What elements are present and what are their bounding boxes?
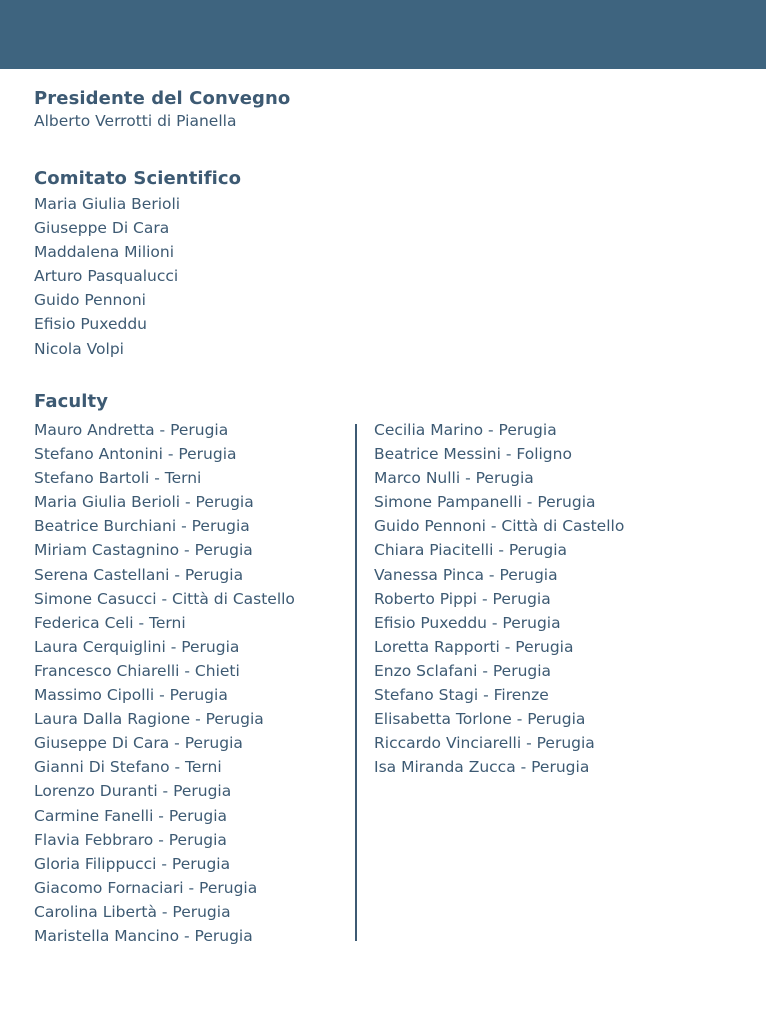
faculty-member: Carolina Libertà - Perugia — [34, 902, 231, 921]
comitato-section — [34, 168, 241, 361]
faculty-member: Mauro Andretta - Perugia — [34, 421, 229, 439]
faculty-member: Stefano Bartoli - Terni — [34, 469, 202, 488]
faculty-member: Federica Celi - Terni — [34, 613, 186, 632]
president-name: Alberto Verrotti di Pianella — [34, 112, 237, 130]
faculty-member: Miriam Castagnino - Perugia — [34, 541, 253, 560]
comitato-heading: Comitato Scientifico — [34, 168, 242, 189]
faculty-member: Stefano Antonini - Perugia — [34, 445, 237, 464]
faculty-member: Laura Cerquiglini - Perugia — [34, 637, 240, 656]
faculty-member: Guido Pennoni - Città di Castello — [374, 517, 625, 536]
comitato-member: Nicola Volpi — [34, 339, 124, 358]
faculty-section — [34, 391, 108, 419]
faculty-member: Marco Nulli - Perugia — [374, 469, 534, 488]
column-divider — [355, 424, 357, 941]
president-heading: Presidente del Convegno — [34, 88, 291, 109]
faculty-member: Roberto Pippi - Perugia — [374, 589, 551, 608]
faculty-member: Massimo Cipolli - Perugia — [34, 686, 228, 705]
faculty-member: Carmine Fanelli - Perugia — [34, 806, 228, 825]
faculty-member: Flavia Febbraro - Perugia — [34, 830, 227, 849]
comitato-member: Maria Giulia Berioli — [34, 195, 181, 213]
header-band — [0, 0, 766, 69]
faculty-member: Chiara Piacitelli - Perugia — [374, 541, 568, 560]
faculty-member: Francesco Chiarelli - Chieti — [34, 661, 240, 680]
comitato-member: Guido Pennoni — [34, 291, 146, 310]
faculty-member: Beatrice Messini - Foligno — [374, 445, 572, 464]
comitato-member: Arturo Pasqualucci — [34, 267, 179, 286]
faculty-member: Efisio Puxeddu - Perugia — [374, 613, 561, 632]
faculty-member: Stefano Stagi - Firenze — [374, 686, 549, 705]
faculty-member: Lorenzo Duranti - Perugia — [34, 782, 232, 801]
faculty-member: Isa Miranda Zucca - Perugia — [374, 758, 590, 777]
faculty-member: Elisabetta Torlone - Perugia — [374, 710, 586, 729]
faculty-member: Giuseppe Di Cara - Perugia — [34, 734, 243, 753]
comitato-member: Giuseppe Di Cara — [34, 219, 170, 238]
faculty-member: Simone Casucci - Città di Castello — [34, 589, 295, 608]
faculty-column-left — [34, 418, 295, 948]
comitato-member: Efisio Puxeddu — [34, 315, 147, 334]
faculty-member: Simone Pampanelli - Perugia — [374, 493, 596, 512]
president-section — [34, 88, 290, 132]
faculty-member: Loretta Rapporti - Perugia — [374, 637, 574, 656]
faculty-member: Maria Giulia Berioli - Perugia — [34, 493, 254, 512]
faculty-member: Gianni Di Stefano - Terni — [34, 758, 222, 777]
faculty-member: Cecilia Marino - Perugia — [374, 421, 557, 439]
comitato-list — [34, 192, 241, 361]
comitato-member: Maddalena Milioni — [34, 243, 175, 262]
faculty-heading: Faculty — [34, 391, 109, 412]
faculty-member: Enzo Sclafani - Perugia — [374, 661, 552, 680]
faculty-member: Maristella Mancino - Perugia — [34, 926, 253, 945]
faculty-column-right — [374, 418, 624, 779]
faculty-member: Giacomo Fornaciari - Perugia — [34, 878, 258, 897]
faculty-member: Gloria Filippucci - Perugia — [34, 854, 231, 873]
faculty-member: Riccardo Vinciarelli - Perugia — [374, 734, 595, 753]
faculty-member: Beatrice Burchiani - Perugia — [34, 517, 250, 536]
faculty-member: Vanessa Pinca - Perugia — [374, 565, 558, 584]
faculty-member: Laura Dalla Ragione - Perugia — [34, 710, 264, 729]
faculty-member: Serena Castellani - Perugia — [34, 565, 244, 584]
